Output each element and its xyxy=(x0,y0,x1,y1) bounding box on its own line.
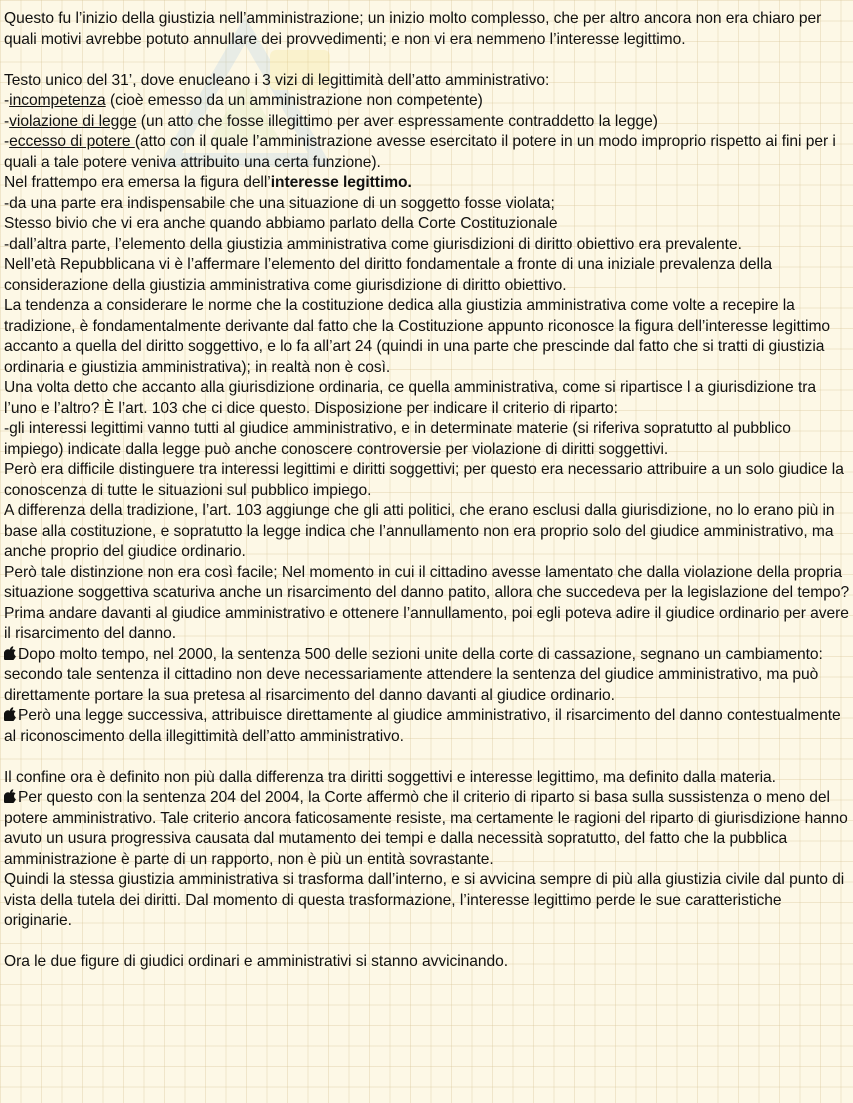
paragraph-legge-successiva: Però una legge successiva, attribuisce direttamente al giudice amministrativo, il risarcimento del danno contestualmente al riconoscimento della illegittimità dell’atto amministrativo. xyxy=(4,707,841,745)
paragraph-sentenza-500: Dopo molto tempo, nel 2000, la sentenza 500 delle sezioni unite della corte di cassazione, segnano un cambiamento: secondo tale sentenza il cittadino non deve necessariamente attendere la sentenza del giudice amministrativo, ma può direttamente portare la sua pretesa al risarcimento del danno davanti al giudice ordinario. xyxy=(4,645,823,704)
underlined-term: violazione di legge xyxy=(9,112,137,130)
paragraph-differenza-tradizione: A differenza della tradizione, l’art. 103 aggiunge che gli atti politici, che erano esclusi dalla giurisdizione, no lo erano più in base alla costituzione, e sopratutto la legge indica che l’annullamento non era proprio solo del giudice amministrativo, ma anche proprio del giudice ordinario. xyxy=(4,502,835,560)
paragraph-da-una-parte: -da una parte era indispensabile che una situazione di un soggetto fosse violata; xyxy=(4,194,555,212)
bold-term: interesse legittimo. xyxy=(270,174,412,191)
paragraph-difficile-distinguere: Però era difficile distinguere tra interessi legittimi e diritti soggettivi; per questo era necessario attribuire a un solo giudice la conoscenza di tutte le situazioni sul pubblico impiego. xyxy=(4,461,844,499)
apple-logo-icon xyxy=(4,646,17,660)
paragraph-interessi-legittimi: -gli interessi legittimi vanno tutti al giudice amministrativo, e in determinate materie (si riferiva sopratutto al pubblico impiego) indicate dalla legge può anche conoscere controversie per violazione di diritti soggettivi. xyxy=(4,420,791,458)
paragraph-confine: Il confine ora è definito non più dalla differenza tra diritti soggettivi e interesse legittimo, ma definito dalla materia. xyxy=(4,768,776,786)
paragraph-testo-unico: Testo unico del 31’, dove enucleano i 3 vizi di legittimità dell’atto amministrativo: xyxy=(4,71,550,89)
paragraph-dall-altra-parte: -dall’altra parte, l’elemento della giustizia amministrativa come giurisdizioni di diritto obiettivo era prevalente. xyxy=(4,235,742,253)
paragraph-distinzione: Però tale distinzione non era così facile; Nel momento in cui il cittadino avesse lamentato che dalla violazione della propria situazione soggettiva scaturiva anche un risarcimento del danno patito, allora che succedeva per la legislazione del tempo? Prima andare davanti al giudice amministrativo e ottenere l’annullamento, poi egli poteva adire il giudice ordinario per avere il risarcimento del danno. xyxy=(4,563,850,642)
paragraph-conclusione: Ora le due figure di giudici ordinari e amministrativi si stanno avvicinando. xyxy=(4,953,509,970)
apple-logo-icon xyxy=(4,707,17,721)
paragraph-stesso-bivio: Stesso bivio che vi era anche quando abbiamo parlato della Corte Costituzionale xyxy=(4,215,558,232)
paragraph-art-103: Una volta detto che accanto alla giurisdizione ordinaria, ce quella amministrativa, come si ripartisce l a giurisdizione tra l’uno e l’altro? È l’art. 103 che ci dice questo. Disposizione per indicare il criterio di riparto: xyxy=(4,379,817,417)
vizio-violazione-di-legge: -violazione di legge (un atto che fosse illegittimo per aver espressamente contraddetto la legge) xyxy=(4,112,658,130)
paragraph-interesse-legittimo: Nel frattempo era emersa la figura dell’interesse legittimo. xyxy=(4,174,412,191)
paragraph-tendenza: La tendenza a considerare le norme che la costituzione dedica alla giustizia amministrativa come volte a recepire la tradizione, è fondamentalmente derivante dal fatto che la Costituzione appunto riconosce la figura dell’interesse legittimo accanto a quella del diritto soggettivo, e lo fa all’art 24 (quindi in una parte che prescinde dal fatto che si tratti di giustizia ordinaria e giustizia amministrativa); in realtà non è così. xyxy=(4,297,831,376)
underlined-term: eccesso di potere xyxy=(9,133,135,150)
paragraph-trasformazione: Quindi la stessa giustizia amministrativa si trasforma dall’interno, e si avvicina sempre di più alla giustizia civile dal punto di vista della tutela dei diritti. Dal momento di questa trasformazione, l’interesse legittimo perde le sue caratteristiche originarie. xyxy=(4,871,845,929)
paragraph-eta-repubblicana: Nell’età Repubblicana vi è l’affermare l’elemento del diritto fondamentale a fronte di una iniziale prevalenza della considerazione della giustizia amministrativa come giurisdizione di diritto obiettivo. xyxy=(4,256,772,294)
vizio-incompetenza: -incompetenza (cioè emesso da un amministrazione non competente) xyxy=(4,92,483,109)
vizio-eccesso-di-potere: -eccesso di potere (atto con il quale l’amministrazione avesse esercitato il potere in un modo improprio rispetto ai fini per i quali a tale potere veniva attribuito una certa funzione). xyxy=(4,133,836,171)
document-body xyxy=(4,9,852,973)
apple-logo-icon xyxy=(4,789,17,803)
paragraph-sentenza-204: Per questo con la sentenza 204 del 2004, la Corte affermò che il criterio di riparto si basa sulla sussistenza o meno del potere amministrativo. Tale criterio ancora faticosamente resiste, ma certamente le ragioni del riparto di giurisdizione hanno avuto un usura progressiva causata dal mutamento dei tempi e dalla necessità sopratutto, del fatto che la pubblica amministrazione è parte di un rapporto, non è più un entità sovrastante. xyxy=(4,789,848,868)
paragraph-intro: Questo fu l’inizio della giustizia nell’amministrazione; un inizio molto complesso, che per altro ancora non era chiaro per quali motivi avrebbe potuto annullare dei provvedimenti; e non vi era nemmeno l’interesse legittimo. xyxy=(4,10,822,48)
underlined-term: incompetenza xyxy=(9,92,106,109)
